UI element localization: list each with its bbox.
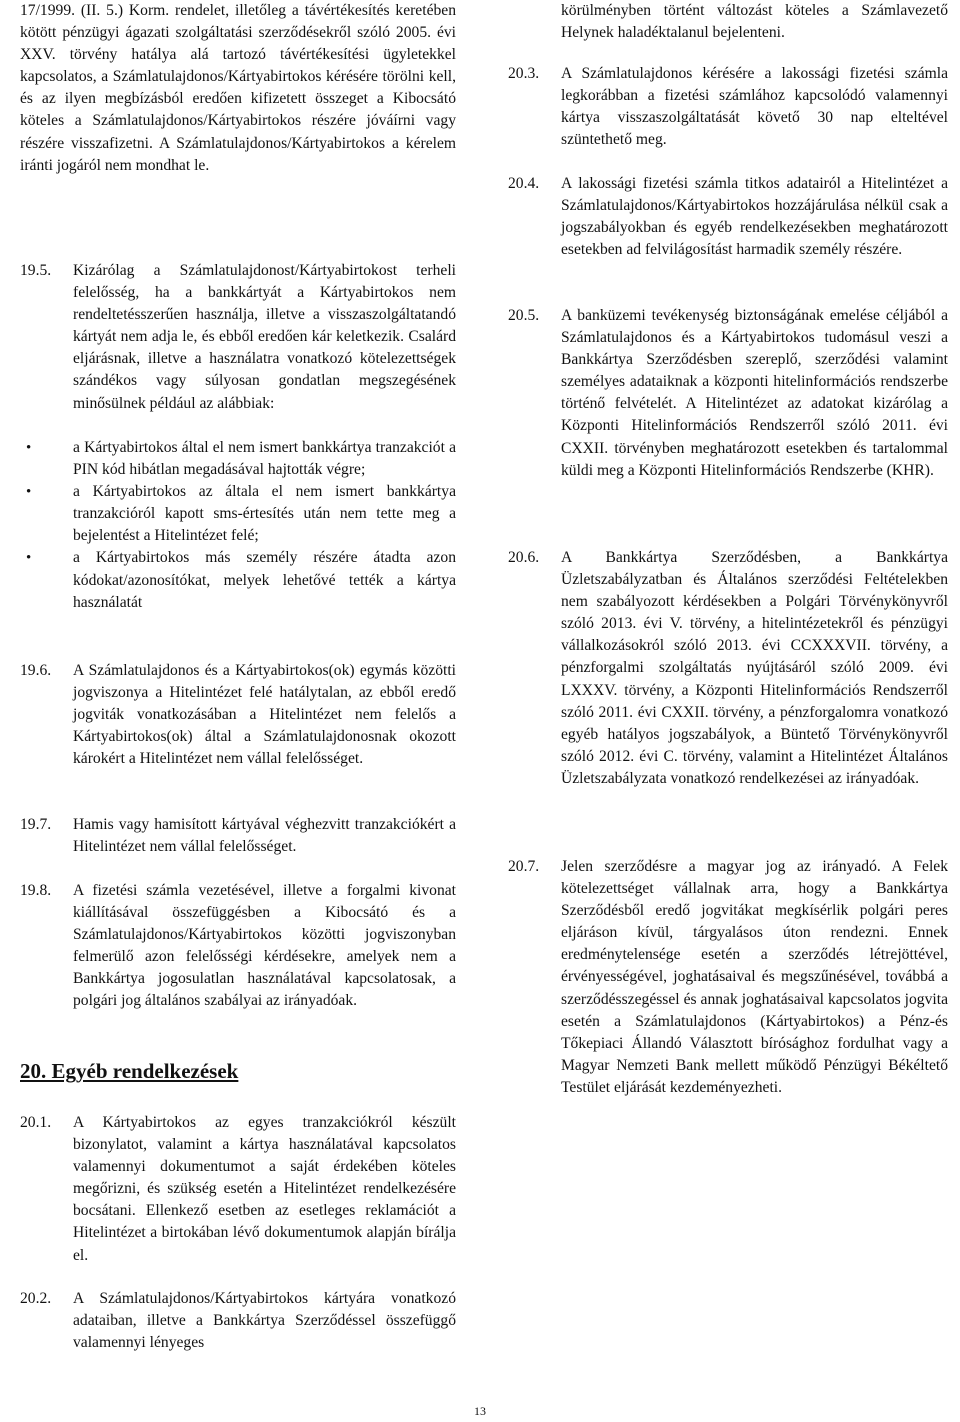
paragraph-text: A Számlatulajdonos/Kártyabirtokos kártyára vonatkozó adataiban, illetve a Bankkártya Szerződéssel összefüggő valamennyi lényeges — [73, 1290, 456, 1352]
paragraph-number: 20.2. — [20, 1290, 52, 1307]
page-number: 13 — [474, 1404, 486, 1418]
paragraph-text: A lakossági fizetési számla titkos adatairól a Hitelintézet a Számlatulajdonos/Kártyabirtokos hozzájárulása nélkül csak a jogszabályokban és egyéb rendelkezésekben meghatározott esetekben ad felvilágosítást harmadik személy részére. — [561, 175, 948, 259]
paragraph-number: 20.3. — [508, 65, 540, 82]
paragraph-text: A Bankkártya Szerződésben, a Bankkártya Üzletszabályzatban és Általános szerződési Feltételekben nem szabályozott kérdésekben a Polgári Törvénykönyvről szóló 2013. évi V. törvény, a hitelintézetekről és pénzügyi vállalkozásokról szóló 2013. évi CCXXXVII. törvény, a pénzforgalmi szolgáltatás nyújtásáról szóló 2009. évi LXXXV. törvény, a Központi Hitelinformációs Rendszerről szóló 2011. évi CXXII. törvény, a pénzforgalomra vonatkozó egyéb hatályos jogszabályok, a Büntető Törvénykönyvről szóló 2012. évi C. törvény, valamint a Hitelintézet Általános Üzletszabályzata vonatkozó rendelkezései az irányadóak. — [561, 549, 948, 787]
bullet-list — [20, 437, 456, 614]
paragraph-20-5 — [508, 305, 948, 482]
bullet-icon: • — [26, 550, 32, 567]
bullet-icon: • — [26, 440, 32, 456]
paragraph-number: 20.7. — [508, 858, 540, 875]
paragraph-text: A Számlatulajdonos és a Kártyabirtokos(ok) egymás közötti jogviszonya a Hitelintézet felé hatálytalan, az ebből eredő jogviták vonatkozásában a Hitelintézet nem felelős a Kártyabirtokos(ok) által a Számlatulajdonosnak okozott károkért a Hitelintézet nem vállal felelősséget. — [73, 662, 456, 768]
list-item — [20, 481, 456, 547]
list-item — [20, 547, 456, 613]
paragraph-number: 20.1. — [20, 1114, 52, 1131]
list-item-text: a Kártyabirtokos az általa el nem ismert bankkártya tranzakcióról kapott sms-értesítés után nem tette meg a bejelentést a Hitelintézet felé; — [73, 483, 456, 545]
paragraph-text: A Számlatulajdonos kérésére a lakossági fizetési számla legkorábban a fizetési számlához kapcsolódó valamennyi kártya visszaszolgáltatását követő 30 nap elteltével szüntethető meg. — [561, 65, 948, 149]
paragraph-19-8 — [20, 880, 456, 1013]
paragraph-number: 20.5. — [508, 307, 540, 324]
paragraph-20-3 — [508, 63, 948, 151]
continued-paragraph: 17/1999. (II. 5.) Korm. rendelet, illetőleg a távértékesítés keretében kötött pénzügyi ágazati szolgáltatási szerződésekről szóló 2005. évi XXV. törvény hatálya alá tartozó távértékesítési ügyletekkel kapcsolatos, a Számlatulajdonos/Kártyabirtokos kérésére törölni kell, és az ilyen megbízásból eredően kifizetett összeget a Kibocsátó köteles a Számlatulajdonos/Kártyabirtokos részére jóváírni vagy részére visszafizetni. A Számlatulajdonos/Kártyabirtokos a kérelem iránti jogáról nem mondhat le. — [20, 2, 456, 174]
paragraph-text: Kizárólag a Számlatulajdonost/Kártyabirtokost terheli felelősség, ha a bankkártyát a Kártyabirtokos nem rendeltetésszerűen használja, illetve a visszaszolgáltatandó kártyát nem adja le, és ebből eredően kár keletkezik. Csalárd eljárásnak, illetve a használatra vonatkozó kötelezettségek szándékos vagy súlyosan gondatlan megszegésének minősülnek például az alábbiak: — [73, 262, 456, 412]
continued-paragraph: körülményben történt változást köteles a Számlavezető Helynek haladéktalanul bejelenteni. — [561, 2, 948, 42]
paragraph-number: 19.7. — [20, 816, 52, 833]
paragraph-20-1 — [20, 1112, 456, 1267]
paragraph-number: 20.4. — [508, 175, 540, 192]
paragraph-text: A banküzemi tevékenység biztonságának emelése céljából a Számlatulajdonos és a Kártyabirtokos tudomásul veszi a Bankkártya Szerződésben szereplő, szerződési valamint személyes adataiknak a központi hitelinformációs rendszerbe történő felvételét. A Hitelintézet az adatokat kizárólag a Központi Hitelinformációs Rendszerről szóló 2011. évi CXXII. törvényben meghatározott esetekben és tartalommal küldi meg a Központi Hitelinformációs Rendszerbe (KHR). — [561, 307, 948, 479]
paragraph-text: Jelen szerződésre a magyar jog az irányadó. A Felek kötelezettséget vállalnak arra, hogy a Bankkártya Szerződésből eredő jogvitákat megkísérlik polgári peres eljáráson kívül, tárgyalásos úton rendezni. Ennek eredménytelensége esetén a szerződés létrejöttével, érvényességével, joghatásaival és megszűnésével, továbbá a szerződésszegéssel és annak joghatásaival kapcsolatos jogvita esetén a Számlatulajdonos (Kártyabirtokos) a Pénz-és Tőkepiaci Állandó Választott bírósághoz fordulhat vagy a Magyar Nemzeti Bank mellett működő Pénzügyi Békéltető Testület eljárását kezdeményezheti. — [561, 858, 948, 1096]
paragraph-text: A Kártyabirtokos az egyes tranzakciókról készült bizonylatot, valamint a kártya használatával kapcsolatos valamennyi dokumentumot a saját érdekében köteles megőrizni, és szükség esetén a Hitelintézet rendelkezésére bocsátani. Ellenkező esetben az esetleges reklamációt a Hitelintézet a birtokában lévő dokumentumok alapján bírálja el. — [73, 1114, 456, 1264]
paragraph-20-7 — [508, 856, 948, 1099]
paragraph-number: 20.6. — [508, 549, 540, 566]
paragraph-number: 19.8. — [20, 882, 52, 899]
paragraph-20-4 — [508, 173, 948, 261]
paragraph-19-6 — [20, 660, 456, 770]
paragraph-text: Hamis vagy hamisított kártyával véghezvitt tranzakciókért a Hitelintézet nem vállal felelősséget. — [73, 816, 456, 856]
paragraph-19-7 — [20, 814, 456, 858]
paragraph-20-2 — [20, 1288, 456, 1354]
list-item-text: a Kártyabirtokos által el nem ismert bankkártya tranzakciót a PIN kód hibátlan megadásával hajtották végre; — [73, 439, 456, 479]
list-item-text: a Kártyabirtokos más személy részére átadta azon kódokat/azonosítókat, melyek lehetővé tették a kártya használatát — [73, 549, 456, 611]
paragraph-19-5 — [20, 260, 456, 415]
paragraph-number: 19.6. — [20, 662, 52, 679]
bullet-icon: • — [26, 484, 32, 501]
paragraph-20-6 — [508, 547, 948, 790]
paragraph-text: A fizetési számla vezetésével, illetve a forgalmi kivonat kiállításával összefüggésben a Kibocsátó és a Számlatulajdonos/Kártyabirtokos közötti jogviszonyban felmerülő azon felelősségi kérdésekre, amelyek nem a Bankkártya jogosulatlan használatával kapcsolatosak, a polgári jog általános szabályai az irányadóak. — [73, 882, 456, 1010]
paragraph-number: 19.5. — [20, 262, 52, 279]
list-item — [20, 437, 456, 481]
section-heading: 20. Egyéb rendelkezések — [20, 1059, 239, 1083]
